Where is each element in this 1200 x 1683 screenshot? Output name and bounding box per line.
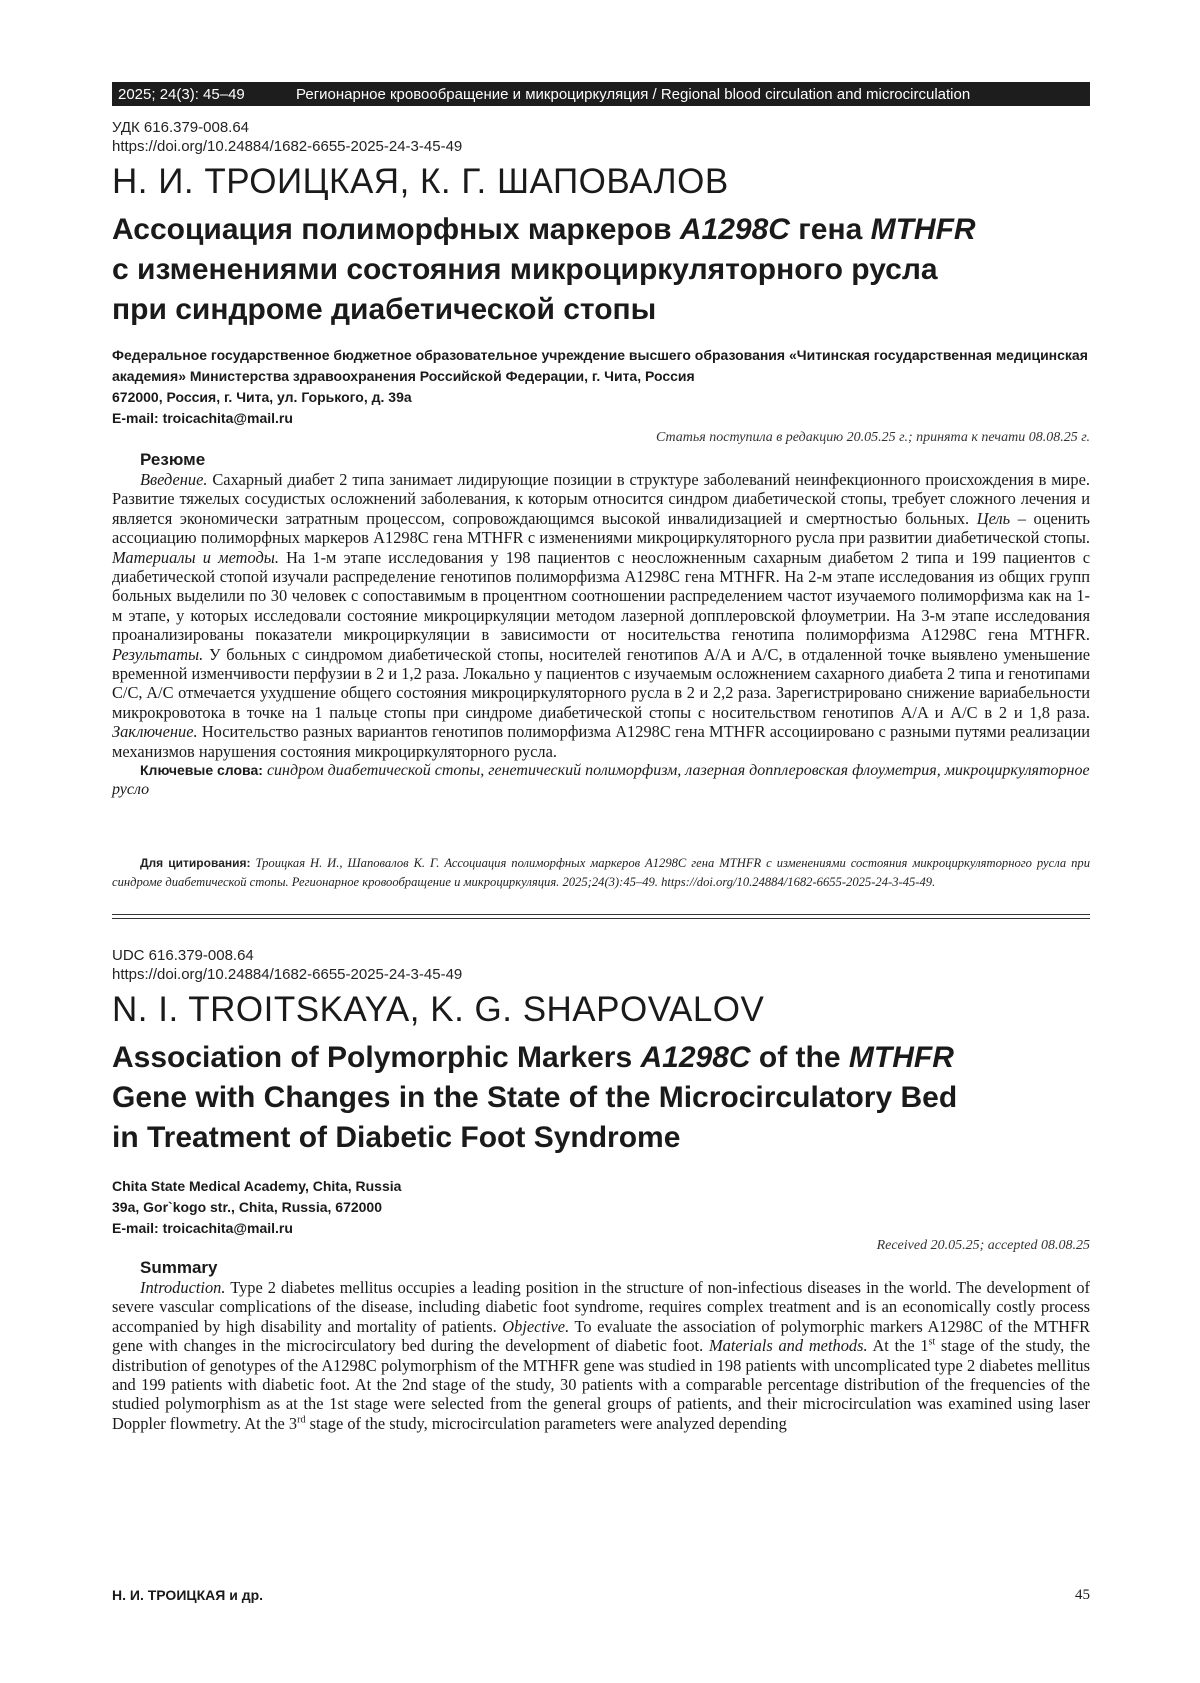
- ru-abstract-text: Введение. Сахарный диабет 2 типа занимает лидирующие позиции в структуре заболеваний неинфекционного происхождения в мире. Развитие тяжелых сосудистых осложнений заболевания, к которым относится синдром диабетической стопы, требует сложного лечения и является экономически затратным процессом, сопровождающимся высокой инвалидизацией и смертностью больных. Цель – оценить ассоциацию полиморфных маркеров A1298C гена MTHFR с изменениями микроциркуляторного русла при развитии диабетической стопы. Материалы и методы. На 1-м этапе исследования у 198 пациентов с неосложненным сахарным диабетом 2 типа и 199 пациентов с диабетической стопой изучали распределение генотипов полиморфизма A1298C гена MTHFR. На 2-м этапе исследования из общих групп больных выделили по 30 человек с сопоставимым в процентном соотношении распределением частот изучаемого полиморфизма как на 1-м этапе, у которых исследовали состояние микроциркуляции методом лазерной допплеровской флоуметрии. На 3-м этапе исследования проанализированы показатели микроциркуляции в зависимости от носительства генотипа полиморфизма A1298C гена MTHFR. Результаты. У больных с синдромом диабетической стопы, носителей генотипов A/A и A/C, в отдаленной точке выявлено уменьшение временной изменчивости перфузии в 2 и 1,2 раза. Локально у пациентов с изучаемым осложнением сахарного диабета 2 типа и генотипами C/C, A/C отмечается ухудшение общего состояния микроциркуляторного русла в 2 и 2,2 раза. Зарегистрировано снижение вариабельности микрокровотока в точке на 1 пальце стопы при синдроме диабетической стопы с носительством генотипов A/A и A/C в 2 и 1,8 раза. Заключение. Носительство разных вариантов генотипов полиморфизма A1298C гена MTHFR ассоциировано с разными путями реализации механизмов нарушения состояния микроциркуляторного русла.: [112, 470, 1090, 761]
- section-divider-top: [112, 914, 1090, 915]
- ru-identifiers: [112, 118, 1090, 156]
- en-identifiers: [112, 946, 1090, 984]
- en-udc: UDC 616.379-008.64: [112, 946, 1090, 965]
- en-affiliation: Chita State Medical Academy, Chita, Russia: [112, 1176, 1090, 1197]
- section-divider-bottom: [112, 918, 1090, 919]
- ru-title: Ассоциация полиморфных маркеров A1298C гена MTHFR с изменениями состояния микроциркуляторного русла при синдроме диабетической стопы: [112, 210, 1090, 330]
- ru-summary: [112, 450, 1090, 799]
- page-number: 45: [1040, 1587, 1090, 1604]
- ru-summary-heading: Резюме: [112, 450, 1090, 470]
- issue-info: 2025; 24(3): 45–49: [112, 86, 296, 103]
- ru-udk: УДК 616.379-008.64: [112, 118, 1090, 137]
- en-received-date: Received 20.05.25; accepted 08.08.25: [112, 1238, 1090, 1254]
- ru-affiliation-block: [112, 345, 1090, 429]
- en-abstract-text: Introduction. Type 2 diabetes mellitus occupies a leading position in the structure of non-infectious diseases in the world. The development of severe vascular complications of the disease, including diabetic foot syndrome, requires complex treatment and is an economically costly process accompanied by high disability and mortality of patients. Objective. To evaluate the association of polymorphic markers A1298C of the MTHFR gene with changes in the microcirculatory bed during the development of diabetic foot. Materials and methods. At the 1st stage of the study, the distribution of genotypes of the A1298C polymorphism of the MTHFR gene was studied in 198 patients with uncomplicated type 2 diabetes mellitus and 199 patients with diabetic foot. At the 2nd stage of the study, 30 patients with a comparable percentage distribution of the frequencies of the studied polymorphism as at the 1st stage were selected from the general groups of patients, and their microcirculation was examined using laser Doppler flowmetry. At the 3rd stage of the study, microcirculation parameters were analyzed depending: [112, 1278, 1090, 1433]
- footer-authors: Н. И. ТРОИЦКАЯ и др.: [112, 1587, 263, 1603]
- en-title: Association of Polymorphic Markers A1298C of the MTHFR Gene with Changes in the State of the Microcirculatory Bed in Treatment of Diabetic Foot Syndrome: [112, 1038, 1090, 1158]
- ru-citation: Для цитирования: Троицкая Н. И., Шаповалов К. Г. Ассоциация полиморфных маркеров A1298C гена MTHFR с изменениями состояния микроциркуляторного русла при синдроме диабетической стопы. Регионарное кровообращение и микроциркуляция. 2025;24(3):45–49. https://doi.org/10.24884/1682-6655-2025-24-3-45-49.: [112, 854, 1090, 892]
- journal-header-bar: [112, 82, 1090, 106]
- en-authors: N. I. TROITSKAYA, K. G. SHAPOVALOV: [112, 990, 1090, 1030]
- en-summary-heading: Summary: [112, 1258, 1090, 1278]
- ru-doi[interactable]: https://doi.org/10.24884/1682-6655-2025-24-3-45-49: [112, 137, 1090, 156]
- ru-address: 672000, Россия, г. Чита, ул. Горького, д. 39а: [112, 387, 1090, 408]
- ru-authors: Н. И. ТРОИЦКАЯ, К. Г. ШАПОВАЛОВ: [112, 162, 1090, 202]
- en-affiliation-block: [112, 1176, 1090, 1239]
- ru-affiliation: Федеральное государственное бюджетное образовательное учреждение высшего образования «Читинская государственная медицинская академия» Министерства здравоохранения Российской Федерации, г. Чита, Россия: [112, 345, 1090, 387]
- en-summary: [112, 1258, 1090, 1433]
- ru-email[interactable]: E-mail: troicachita@mail.ru: [112, 408, 1090, 429]
- ru-keywords: Ключевые слова: синдром диабетической стопы, генетический полиморфизм, лазерная допплеровская флоуметрия, микроциркуляторное русло: [112, 761, 1090, 799]
- journal-name: Регионарное кровообращение и микроциркуляция / Regional blood circulation and microcirculation: [296, 86, 1090, 103]
- en-email[interactable]: E-mail: troicachita@mail.ru: [112, 1218, 1090, 1239]
- en-address: 39a, Gor`kogo str., Chita, Russia, 672000: [112, 1197, 1090, 1218]
- ru-received-date: Статья поступила в редакцию 20.05.25 г.; принята к печати 08.08.25 г.: [112, 430, 1090, 446]
- en-doi[interactable]: https://doi.org/10.24884/1682-6655-2025-24-3-45-49: [112, 965, 1090, 984]
